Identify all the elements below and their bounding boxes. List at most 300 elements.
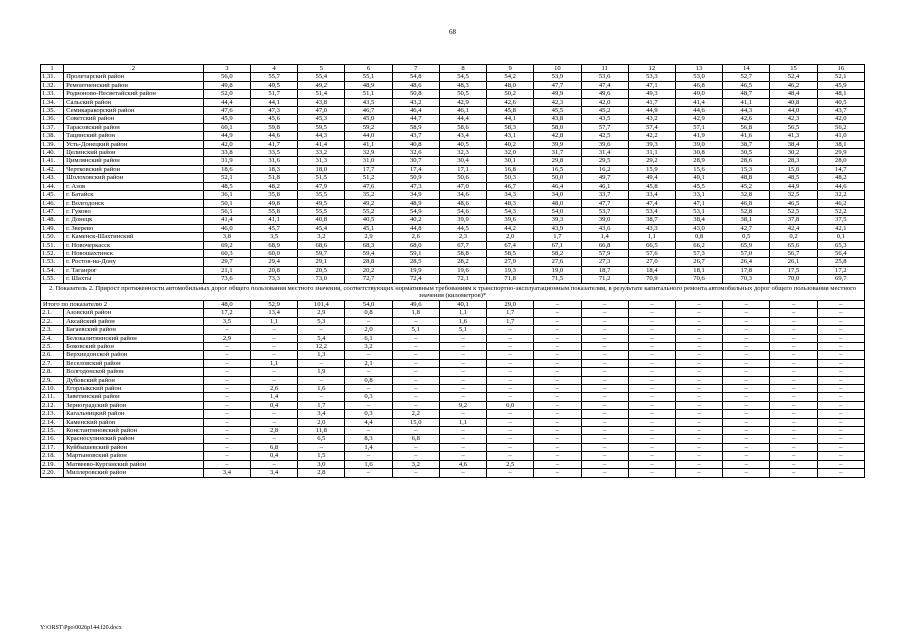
value-cell: 40,8 bbox=[298, 216, 345, 224]
value-cell: 48,7 bbox=[723, 90, 770, 98]
value-cell: 67,4 bbox=[487, 241, 534, 249]
value-cell: – bbox=[817, 334, 864, 342]
value-cell: 56,4 bbox=[817, 249, 864, 257]
value-cell: – bbox=[581, 385, 628, 393]
value-cell: – bbox=[439, 359, 486, 367]
row-code: 1.46. bbox=[41, 199, 64, 207]
value-cell: 57,9 bbox=[581, 249, 628, 257]
value-cell: 1,6 bbox=[439, 317, 486, 325]
row-name: Куйбышевский район bbox=[64, 443, 204, 451]
row-code: 1.40. bbox=[41, 149, 64, 157]
row-name: Веселовский район bbox=[64, 359, 204, 367]
value-cell: 58,0 bbox=[534, 123, 581, 131]
row-code: 2.4. bbox=[41, 334, 64, 342]
value-cell: 19,3 bbox=[487, 266, 534, 274]
value-cell: – bbox=[534, 427, 581, 435]
value-cell: 67,1 bbox=[534, 241, 581, 249]
value-cell: – bbox=[392, 401, 439, 409]
row-name: Егорлыкский район bbox=[64, 385, 204, 393]
table-row bbox=[41, 266, 865, 274]
value-cell: 2,8 bbox=[298, 469, 345, 477]
value-cell: – bbox=[203, 435, 250, 443]
value-cell: 50,1 bbox=[203, 199, 250, 207]
value-cell: 67,7 bbox=[439, 241, 486, 249]
value-cell: 45,8 bbox=[628, 182, 675, 190]
column-number: 15 bbox=[770, 65, 817, 73]
value-cell: 50,0 bbox=[534, 174, 581, 182]
value-cell: 48,9 bbox=[392, 199, 439, 207]
value-cell: 59,7 bbox=[298, 249, 345, 257]
row-name: Шолоховский район bbox=[64, 174, 204, 182]
table-row bbox=[41, 115, 865, 123]
value-cell: 46,7 bbox=[345, 107, 392, 115]
value-cell: 31,3 bbox=[298, 157, 345, 165]
value-cell: 44,4 bbox=[439, 115, 486, 123]
value-cell: – bbox=[723, 376, 770, 384]
table-row bbox=[41, 443, 865, 451]
value-cell: – bbox=[628, 359, 675, 367]
value-cell: 48,4 bbox=[770, 90, 817, 98]
value-cell: 39,9 bbox=[534, 140, 581, 148]
value-cell: – bbox=[723, 326, 770, 334]
value-cell: 54,6 bbox=[439, 207, 486, 215]
row-name: Зерноградский район bbox=[64, 401, 204, 409]
value-cell: – bbox=[439, 410, 486, 418]
value-cell: 18,7 bbox=[581, 266, 628, 274]
row-code: 2.2. bbox=[41, 317, 64, 325]
row-name: Цимлянский район bbox=[64, 157, 204, 165]
value-cell: 17,2 bbox=[817, 266, 864, 274]
value-cell: – bbox=[817, 326, 864, 334]
table-row bbox=[41, 359, 865, 367]
value-cell: – bbox=[817, 410, 864, 418]
value-cell: 38,4 bbox=[675, 216, 722, 224]
value-cell: 19,0 bbox=[534, 266, 581, 274]
value-cell: – bbox=[817, 368, 864, 376]
value-cell: 39,0 bbox=[675, 140, 722, 148]
value-cell: 45,5 bbox=[675, 182, 722, 190]
value-cell: 28,9 bbox=[675, 157, 722, 165]
value-cell: 44,9 bbox=[628, 107, 675, 115]
value-cell: 59,8 bbox=[251, 123, 298, 131]
row-code: 2.1. bbox=[41, 309, 64, 317]
value-cell: – bbox=[581, 359, 628, 367]
value-cell: 52,5 bbox=[770, 207, 817, 215]
value-cell: 68,3 bbox=[345, 241, 392, 249]
value-cell: 45,2 bbox=[581, 107, 628, 115]
value-cell: – bbox=[723, 427, 770, 435]
value-cell: 0,5 bbox=[723, 233, 770, 241]
value-cell: – bbox=[723, 351, 770, 359]
value-cell: – bbox=[770, 334, 817, 342]
table-row bbox=[41, 207, 865, 215]
value-cell: 52,0 bbox=[203, 90, 250, 98]
table-row bbox=[41, 326, 865, 334]
value-cell: 70,6 bbox=[675, 275, 722, 283]
value-cell: – bbox=[203, 452, 250, 460]
value-cell: 1,6 bbox=[345, 460, 392, 468]
value-cell: 47,7 bbox=[534, 81, 581, 89]
value-cell: 58,3 bbox=[487, 123, 534, 131]
value-cell: 40,2 bbox=[487, 140, 534, 148]
value-cell: – bbox=[675, 300, 722, 308]
value-cell: 29,0 bbox=[487, 300, 534, 308]
table-row bbox=[41, 410, 865, 418]
value-cell: 28,3 bbox=[770, 157, 817, 165]
value-cell: 6,1 bbox=[345, 334, 392, 342]
row-name: Азовский район bbox=[64, 309, 204, 317]
value-cell: 59,5 bbox=[298, 123, 345, 131]
value-cell: 1,8 bbox=[392, 309, 439, 317]
value-cell: – bbox=[770, 452, 817, 460]
value-cell: 50,3 bbox=[487, 174, 534, 182]
value-cell: 5,4 bbox=[298, 334, 345, 342]
section-title-row bbox=[41, 283, 865, 300]
value-cell: 47,4 bbox=[581, 81, 628, 89]
value-cell: 26,7 bbox=[675, 258, 722, 266]
value-cell: 15,6 bbox=[675, 165, 722, 173]
value-cell: 6,8 bbox=[392, 435, 439, 443]
table-row bbox=[41, 98, 865, 106]
value-cell: – bbox=[628, 326, 675, 334]
row-name: г. Новошахтинск bbox=[64, 249, 204, 257]
value-cell: – bbox=[770, 376, 817, 384]
value-cell: – bbox=[251, 368, 298, 376]
value-cell: 45,5 bbox=[534, 107, 581, 115]
value-cell: 44,4 bbox=[203, 98, 250, 106]
value-cell: – bbox=[298, 393, 345, 401]
value-cell: 18,3 bbox=[251, 165, 298, 173]
value-cell: – bbox=[203, 460, 250, 468]
value-cell: 1,7 bbox=[487, 309, 534, 317]
value-cell: 2,9 bbox=[345, 233, 392, 241]
row-code: 1.51. bbox=[41, 241, 64, 249]
value-cell: 1,7 bbox=[487, 317, 534, 325]
value-cell: 3,2 bbox=[392, 460, 439, 468]
value-cell: 1,7 bbox=[534, 233, 581, 241]
value-cell: 29,7 bbox=[203, 258, 250, 266]
value-cell: – bbox=[628, 334, 675, 342]
value-cell: – bbox=[723, 334, 770, 342]
row-code: 2.20. bbox=[41, 469, 64, 477]
value-cell: – bbox=[487, 452, 534, 460]
value-cell: – bbox=[203, 418, 250, 426]
value-cell: 43,2 bbox=[628, 115, 675, 123]
value-cell: – bbox=[770, 309, 817, 317]
value-cell: – bbox=[628, 452, 675, 460]
value-cell: 3,5 bbox=[251, 233, 298, 241]
value-cell: 11,8 bbox=[298, 427, 345, 435]
value-cell: 52,1 bbox=[203, 174, 250, 182]
value-cell: 42,6 bbox=[487, 98, 534, 106]
value-cell: – bbox=[675, 427, 722, 435]
table-row bbox=[41, 199, 865, 207]
value-cell: 57,1 bbox=[675, 123, 722, 131]
total-label: Итого по показателю 2 bbox=[41, 300, 204, 308]
value-cell: 41,9 bbox=[675, 132, 722, 140]
column-number: 2 bbox=[64, 65, 204, 73]
value-cell: 16,5 bbox=[534, 165, 581, 173]
value-cell: 16,2 bbox=[581, 165, 628, 173]
value-cell: 43,2 bbox=[392, 98, 439, 106]
value-cell: – bbox=[817, 418, 864, 426]
value-cell: 40,8 bbox=[392, 140, 439, 148]
value-cell: 45,9 bbox=[817, 81, 864, 89]
value-cell: 60,1 bbox=[203, 123, 250, 131]
table-row bbox=[41, 343, 865, 351]
value-cell: – bbox=[534, 326, 581, 334]
value-cell: 0,8 bbox=[345, 376, 392, 384]
value-cell: – bbox=[439, 469, 486, 477]
value-cell: – bbox=[723, 401, 770, 409]
value-cell: 65,3 bbox=[817, 241, 864, 249]
value-cell: 51,1 bbox=[345, 90, 392, 98]
value-cell: – bbox=[251, 343, 298, 351]
value-cell: 42,9 bbox=[675, 115, 722, 123]
value-cell: – bbox=[392, 385, 439, 393]
value-cell: – bbox=[251, 326, 298, 334]
value-cell: 18,4 bbox=[628, 266, 675, 274]
row-name: Мартыновский район bbox=[64, 452, 204, 460]
value-cell: – bbox=[581, 435, 628, 443]
value-cell: 31,6 bbox=[251, 157, 298, 165]
value-cell: 44,6 bbox=[251, 132, 298, 140]
value-cell: – bbox=[817, 376, 864, 384]
value-cell: 36,1 bbox=[203, 191, 250, 199]
value-cell: – bbox=[675, 435, 722, 443]
value-cell: – bbox=[581, 443, 628, 451]
value-cell: 34,6 bbox=[439, 191, 486, 199]
value-cell: – bbox=[392, 427, 439, 435]
value-cell: – bbox=[534, 469, 581, 477]
row-code: 1.42. bbox=[41, 165, 64, 173]
value-cell: 53,9 bbox=[534, 73, 581, 81]
value-cell: – bbox=[439, 376, 486, 384]
value-cell: – bbox=[675, 343, 722, 351]
row-code: 1.43. bbox=[41, 174, 64, 182]
value-cell: 6,5 bbox=[298, 435, 345, 443]
value-cell: – bbox=[675, 334, 722, 342]
table-row bbox=[41, 309, 865, 317]
value-cell: 41,1 bbox=[723, 98, 770, 106]
value-cell: – bbox=[770, 460, 817, 468]
row-name: Волгодонской район bbox=[64, 368, 204, 376]
value-cell: 40,1 bbox=[439, 300, 486, 308]
value-cell: 48,6 bbox=[439, 199, 486, 207]
value-cell: – bbox=[770, 469, 817, 477]
value-cell: – bbox=[723, 469, 770, 477]
value-cell: 15,9 bbox=[628, 165, 675, 173]
value-cell: 27,0 bbox=[628, 258, 675, 266]
value-cell: 71,5 bbox=[534, 275, 581, 283]
row-name: Тарасовский район bbox=[64, 123, 204, 131]
row-code: 1.55. bbox=[41, 275, 64, 283]
row-code: 2.12. bbox=[41, 401, 64, 409]
value-cell: 68,9 bbox=[251, 241, 298, 249]
value-cell: 52,7 bbox=[723, 73, 770, 81]
value-cell: – bbox=[581, 300, 628, 308]
value-cell: 52,8 bbox=[723, 207, 770, 215]
column-number: 6 bbox=[345, 65, 392, 73]
table-row bbox=[41, 418, 865, 426]
value-cell: – bbox=[487, 435, 534, 443]
value-cell: 101,4 bbox=[298, 300, 345, 308]
row-code: 1.34. bbox=[41, 98, 64, 106]
value-cell: 20,8 bbox=[251, 266, 298, 274]
value-cell: – bbox=[675, 443, 722, 451]
value-cell: 43,9 bbox=[534, 224, 581, 232]
table-row bbox=[41, 452, 865, 460]
value-cell: 46,4 bbox=[392, 107, 439, 115]
value-cell: – bbox=[298, 359, 345, 367]
value-cell: 56,0 bbox=[203, 73, 250, 81]
value-cell: – bbox=[439, 385, 486, 393]
page-number: 68 bbox=[449, 28, 456, 36]
value-cell: 48,3 bbox=[487, 199, 534, 207]
value-cell: 44,0 bbox=[345, 132, 392, 140]
value-cell: – bbox=[628, 351, 675, 359]
value-cell: 19,6 bbox=[439, 266, 486, 274]
row-name: Тацинский район bbox=[64, 132, 204, 140]
value-cell: – bbox=[439, 343, 486, 351]
value-cell: – bbox=[251, 460, 298, 468]
value-cell: – bbox=[487, 427, 534, 435]
row-code: 2.19. bbox=[41, 460, 64, 468]
value-cell: – bbox=[628, 376, 675, 384]
value-cell: 5,1 bbox=[392, 326, 439, 334]
value-cell: – bbox=[723, 385, 770, 393]
value-cell: – bbox=[345, 427, 392, 435]
value-cell: 39,0 bbox=[581, 216, 628, 224]
value-cell: – bbox=[345, 385, 392, 393]
value-cell: – bbox=[581, 469, 628, 477]
value-cell: – bbox=[487, 385, 534, 393]
value-cell: 58,8 bbox=[439, 249, 486, 257]
row-name: Аксайский район bbox=[64, 317, 204, 325]
table-row bbox=[41, 157, 865, 165]
value-cell: 31,7 bbox=[534, 149, 581, 157]
value-cell: 60,3 bbox=[203, 249, 250, 257]
row-code: 1.52. bbox=[41, 249, 64, 257]
row-name: Чертковский район bbox=[64, 165, 204, 173]
value-cell: 3,4 bbox=[251, 469, 298, 477]
table-row bbox=[41, 368, 865, 376]
value-cell: 44,5 bbox=[439, 224, 486, 232]
row-code: 2.7. bbox=[41, 359, 64, 367]
value-cell: – bbox=[203, 410, 250, 418]
value-cell: – bbox=[203, 427, 250, 435]
value-cell: 55,2 bbox=[345, 207, 392, 215]
value-cell: – bbox=[203, 326, 250, 334]
table-row bbox=[41, 258, 865, 266]
value-cell: 21,1 bbox=[203, 266, 250, 274]
value-cell: 31,0 bbox=[345, 157, 392, 165]
row-code: 1.53. bbox=[41, 258, 64, 266]
value-cell: 5,3 bbox=[298, 317, 345, 325]
value-cell: 17,8 bbox=[723, 266, 770, 274]
value-cell: – bbox=[487, 368, 534, 376]
value-cell: – bbox=[581, 460, 628, 468]
table-row bbox=[41, 90, 865, 98]
value-cell: 12,2 bbox=[298, 343, 345, 351]
value-cell: 32,8 bbox=[723, 191, 770, 199]
value-cell: 3,4 bbox=[203, 469, 250, 477]
value-cell: – bbox=[581, 452, 628, 460]
row-code: 1.41. bbox=[41, 157, 64, 165]
value-cell: – bbox=[487, 334, 534, 342]
value-cell: 2,0 bbox=[298, 418, 345, 426]
row-name: г. Таганрог bbox=[64, 266, 204, 274]
value-cell: 53,4 bbox=[628, 207, 675, 215]
value-cell: 33,7 bbox=[581, 191, 628, 199]
value-cell: – bbox=[487, 410, 534, 418]
value-cell: – bbox=[675, 317, 722, 325]
value-cell: 52,2 bbox=[817, 207, 864, 215]
value-cell: 8,3 bbox=[345, 435, 392, 443]
value-cell: – bbox=[628, 410, 675, 418]
value-cell: – bbox=[675, 359, 722, 367]
value-cell: – bbox=[628, 469, 675, 477]
value-cell: 32,9 bbox=[345, 149, 392, 157]
row-name: Усть-Донецкий район bbox=[64, 140, 204, 148]
value-cell: – bbox=[203, 359, 250, 367]
value-cell: 46,7 bbox=[487, 182, 534, 190]
value-cell: – bbox=[581, 351, 628, 359]
value-cell: – bbox=[487, 443, 534, 451]
value-cell: 43,5 bbox=[345, 98, 392, 106]
value-cell: – bbox=[581, 343, 628, 351]
column-number: 14 bbox=[723, 65, 770, 73]
value-cell: 43,1 bbox=[487, 132, 534, 140]
value-cell: 57,3 bbox=[675, 249, 722, 257]
value-cell: 47,9 bbox=[298, 182, 345, 190]
value-cell: 1,4 bbox=[251, 393, 298, 401]
value-cell: 45,4 bbox=[298, 224, 345, 232]
row-code: 2.11. bbox=[41, 393, 64, 401]
value-cell: – bbox=[675, 452, 722, 460]
value-cell: 47,6 bbox=[203, 107, 250, 115]
value-cell: – bbox=[581, 427, 628, 435]
value-cell: 1,4 bbox=[581, 233, 628, 241]
value-cell: 42,6 bbox=[723, 115, 770, 123]
table-row bbox=[41, 241, 865, 249]
column-number: 12 bbox=[628, 65, 675, 73]
row-name: г. Волгодонск bbox=[64, 199, 204, 207]
value-cell: 33,1 bbox=[675, 191, 722, 199]
value-cell: 48,0 bbox=[487, 81, 534, 89]
row-name: Верхнедонской район bbox=[64, 351, 204, 359]
value-cell: 33,2 bbox=[298, 149, 345, 157]
value-cell: 44,8 bbox=[392, 224, 439, 232]
table-row bbox=[41, 385, 865, 393]
value-cell: 18,1 bbox=[675, 266, 722, 274]
value-cell: 1,9 bbox=[298, 368, 345, 376]
value-cell: – bbox=[770, 410, 817, 418]
value-cell: 37,8 bbox=[770, 216, 817, 224]
value-cell: 56,2 bbox=[817, 123, 864, 131]
value-cell: 31,9 bbox=[203, 157, 250, 165]
value-cell: 45,1 bbox=[345, 224, 392, 232]
value-cell: – bbox=[770, 401, 817, 409]
value-cell: 26,1 bbox=[770, 258, 817, 266]
row-name: Дубовский район bbox=[64, 376, 204, 384]
value-cell: 51,8 bbox=[251, 174, 298, 182]
value-cell: 2,8 bbox=[251, 427, 298, 435]
value-cell: 15,3 bbox=[723, 165, 770, 173]
value-cell: – bbox=[251, 435, 298, 443]
value-cell: 30,4 bbox=[439, 157, 486, 165]
value-cell: 47,4 bbox=[628, 199, 675, 207]
